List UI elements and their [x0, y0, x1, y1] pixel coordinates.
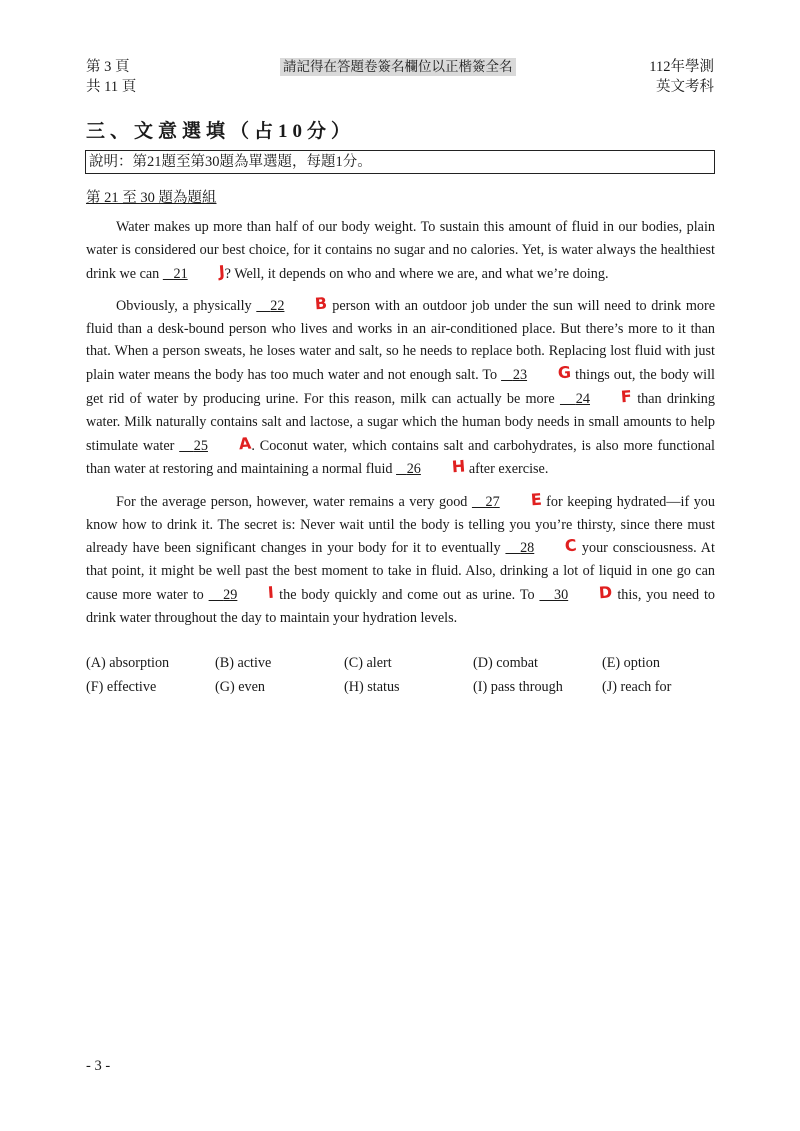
blank-25: 25 A [179, 438, 251, 454]
answer-mark: C [564, 535, 578, 556]
option-i: (I) pass through [473, 679, 563, 695]
option-e: (E) option [602, 655, 660, 671]
option-b: (B) active [215, 655, 272, 671]
answer-mark: D [598, 582, 614, 603]
blank-24: 24 F [560, 391, 632, 407]
signature-reminder: 請記得在答題卷簽名欄位以正楷簽全名 [280, 58, 516, 76]
blank-30: 30 D [539, 587, 612, 603]
header-left [86, 57, 136, 97]
answer-mark: E [529, 489, 543, 510]
reading-passage [86, 216, 715, 638]
answer-mark: B [314, 293, 329, 314]
blank-23: 23 G [501, 367, 571, 383]
exam-year: 112年學測 [649, 59, 714, 75]
page-number: - 3 - [86, 1058, 111, 1074]
option-j: (J) reach for [602, 679, 672, 695]
answer-mark: A [238, 433, 252, 454]
answer-mark: J [217, 261, 226, 281]
option-c: (C) alert [344, 655, 392, 671]
total-pages: 共 11 頁 [86, 79, 137, 95]
answer-options [86, 653, 726, 697]
option-a: (A) absorption [86, 655, 170, 671]
answer-mark: I [267, 582, 275, 603]
option-f: (F) effective [86, 679, 157, 695]
paragraph-1: Water makes up more than half of our body weight. To sustain this amount of fluid in our bodies, plain water is considered our best choice, for it contains no sugar and no calories. Yet, is water always the healthiest drink we can 21 J? Well, it depends on who and where we are, and what we’re doing. [86, 216, 715, 285]
blank-28: 28 C [505, 540, 577, 556]
blank-22: 22 B [256, 298, 327, 314]
answer-mark: H [451, 456, 466, 477]
blank-27: 27 E [472, 494, 542, 510]
blank-26: 26 H [396, 461, 465, 477]
paragraph-3: For the average person, however, water remains a very good 27 E for keeping hydrated—if you know how to drink it. The secret is: Never wait until the body is telling you you’re thirsty, since there must already have been significant changes in your body for it to eventually 28 C your consciousness. At that point, it might be well past the best moment to take in fluid. Also, drinking a lot of liquid in one go can cause more water to 29 I the body quickly and come out as urine. To 30 D this, you need to drink water throughout the day to maintain your hydration levels. [86, 489, 716, 626]
question-group-label: 第 21 至 30 題為題組 [86, 190, 217, 206]
option-d: (D) combat [473, 655, 539, 671]
answer-mark: F [620, 386, 633, 407]
option-g: (G) even [215, 679, 266, 695]
header-right [649, 57, 714, 97]
page-indicator: 第 3 頁 [86, 59, 130, 75]
exam-subject: 英文考科 [656, 79, 714, 95]
instruction-box: 說明：第21題至第30題為單選題，每題1分。 [85, 150, 715, 174]
blank-21: 21 J [163, 266, 225, 282]
blank-29: 29 I [209, 587, 275, 603]
answer-mark: G [557, 362, 572, 383]
paragraph-2: Obviously, a physically 22 B person with an outdoor job under the sun will need to drink more fluid than a desk-bound person who lives and works in an air-conditioned place. But there’s more to it than that. When a person sweats, he loses water and salt, so he needs to replace both. Replacing lost fluid with just plain water means the body has too much water and not enough salt. To 23 G things out, the body will get rid of water by producing urine. For this reason, milk can actually be more 24 F than drinking water. Milk naturally contains salt and lactose, a sugar which the human body needs in small amounts to help stimulate water 25 A. Coconut water, which contains salt and carbohydrates, is also more functional than water at restoring and maintaining a normal fluid 26 H after exercise. [86, 294, 715, 481]
option-h: (H) status [344, 679, 400, 695]
section-title: 三、文意選填（占10分） [86, 121, 356, 142]
